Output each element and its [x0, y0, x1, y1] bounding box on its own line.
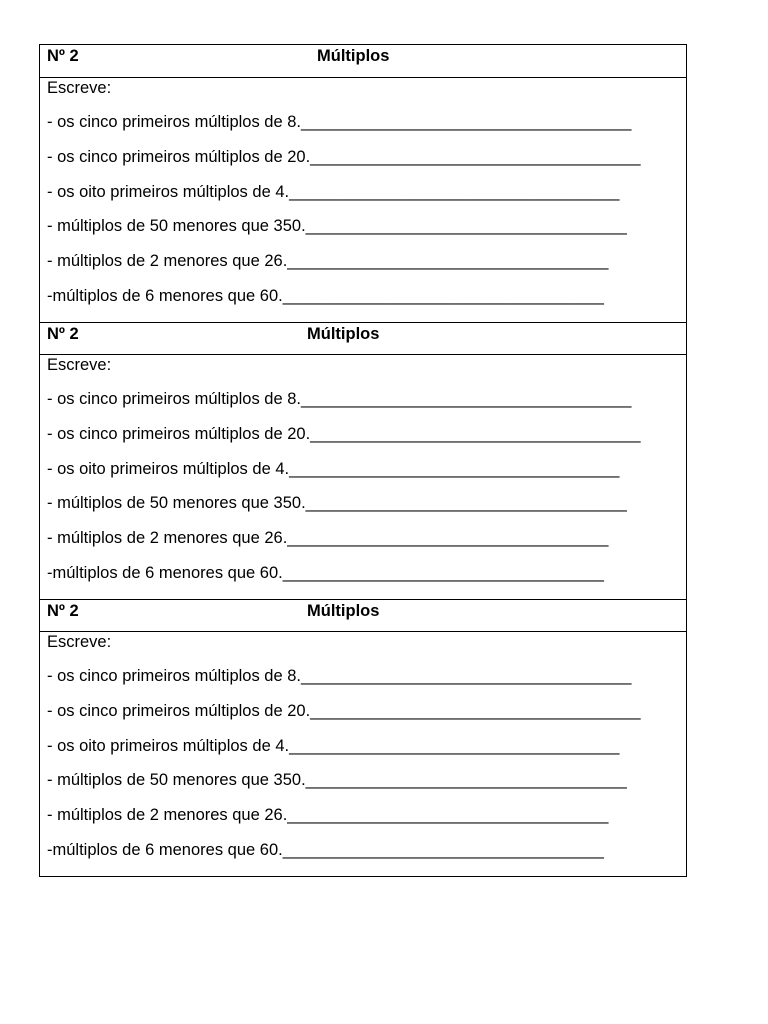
- exercise-line: - os cinco primeiros múltiplos de 8.____________________________________: [47, 667, 632, 685]
- block-title: Múltiplos: [307, 602, 380, 620]
- exercise-line: - múltiplos de 50 menores que 350.___________________________________: [47, 771, 627, 790]
- worksheet: [39, 44, 687, 877]
- worksheet-block-3: [40, 599, 686, 876]
- block-header: [40, 322, 686, 355]
- exercise-line: - os cinco primeiros múltiplos de 8.____________________________________: [47, 390, 632, 408]
- block-number: Nº 2: [47, 47, 79, 65]
- exercise-line: - os oito primeiros múltiplos de 4.____________________________________: [47, 182, 620, 201]
- block-body: [40, 632, 686, 876]
- block-body: [40, 355, 686, 599]
- block-title: Múltiplos: [307, 325, 380, 343]
- exercise-line: - os cinco primeiros múltiplos de 20.____________________________________: [47, 424, 641, 443]
- block-instruction: Escreve:: [47, 79, 112, 97]
- exercise-line: - múltiplos de 50 menores que 350.___________________________________: [47, 217, 627, 236]
- exercise-line: - os oito primeiros múltiplos de 4.____________________________________: [47, 736, 620, 755]
- exercise-line: -múltiplos de 6 menores que 60.___________________________________: [47, 840, 604, 859]
- worksheet-block-1: [40, 45, 686, 322]
- exercise-line: - múltiplos de 50 menores que 350.___________________________________: [47, 494, 627, 513]
- exercise-line: - os oito primeiros múltiplos de 4.____________________________________: [47, 459, 620, 478]
- block-instruction: Escreve:: [47, 633, 112, 651]
- exercise-line: -múltiplos de 6 menores que 60.___________________________________: [47, 563, 604, 582]
- exercise-line: - os cinco primeiros múltiplos de 20.____________________________________: [47, 147, 641, 166]
- exercise-line: - múltiplos de 2 menores que 26.___________________________________: [47, 252, 609, 271]
- exercise-line: - múltiplos de 2 menores que 26.___________________________________: [47, 806, 609, 825]
- exercise-line: -múltiplos de 6 menores que 60.___________________________________: [47, 286, 604, 305]
- worksheet-block-2: [40, 322, 686, 599]
- block-number: Nº 2: [47, 602, 79, 620]
- block-header: [40, 599, 686, 632]
- block-instruction: Escreve:: [47, 356, 112, 374]
- block-header: [40, 45, 686, 78]
- block-number: Nº 2: [47, 325, 79, 343]
- exercise-line: - os cinco primeiros múltiplos de 20.____________________________________: [47, 701, 641, 720]
- exercise-line: - múltiplos de 2 menores que 26.___________________________________: [47, 529, 609, 548]
- block-title: Múltiplos: [317, 47, 390, 65]
- exercise-line: - os cinco primeiros múltiplos de 8.____________________________________: [47, 113, 632, 131]
- block-body: [40, 78, 686, 322]
